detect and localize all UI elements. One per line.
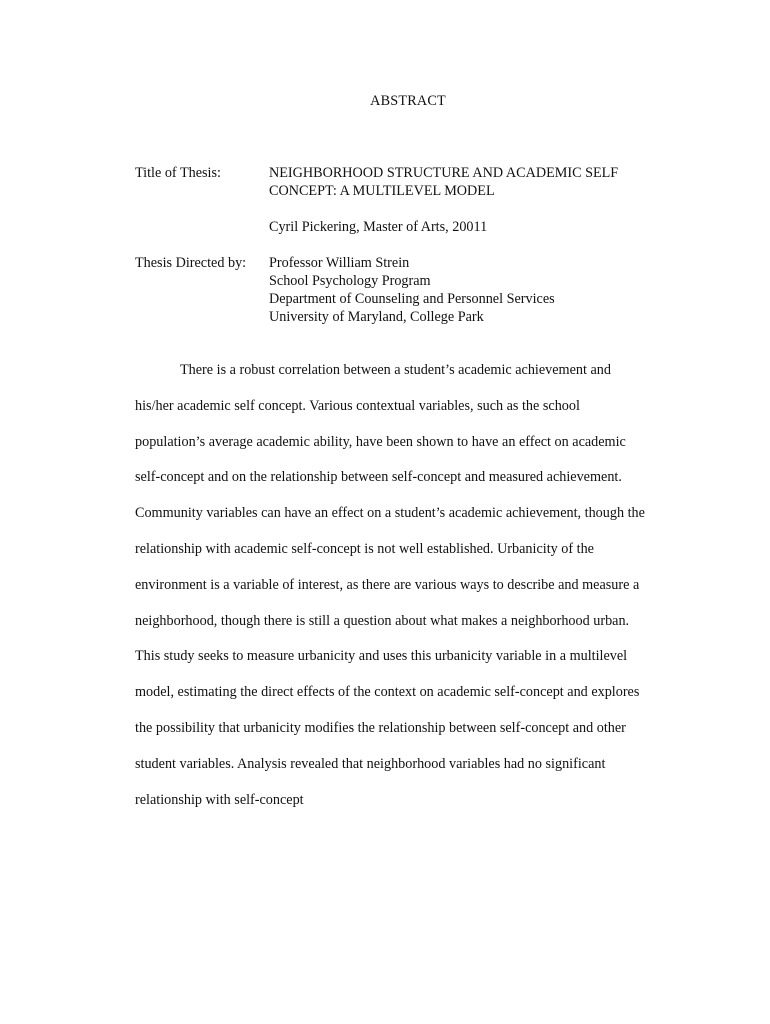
abstract-line: the possibility that urbanicity modifies the relationship between self-concept and other — [135, 719, 626, 736]
abstract-body — [135, 358, 695, 823]
abstract-line: There is a robust correlation between a student’s academic achievement and — [180, 362, 611, 378]
thesis-title-row — [135, 164, 689, 200]
abstract-line: relationship with academic self-concept is not well established. Urbanicity of the — [135, 540, 594, 557]
abstract-line: student variables. Analysis revealed that neighborhood variables had no significant — [135, 755, 606, 772]
thesis-title-label: Title of Thesis: — [135, 165, 221, 181]
director-line: Department of Counseling and Personnel Services — [269, 291, 555, 307]
abstract-heading: ABSTRACT — [370, 93, 446, 109]
abstract-line: environment is a variable of interest, as there are various ways to describe and measure a — [135, 576, 640, 593]
abstract-line: neighborhood, though there is still a question about what makes a neighborhood urban. — [135, 612, 630, 629]
director-line: Professor William Strein — [269, 255, 410, 271]
author-label-spacer — [135, 218, 269, 236]
thesis-title-value — [269, 164, 689, 200]
abstract-line: self-concept and on the relationship between self-concept and measured achievement. — [135, 469, 622, 486]
thesis-title-line: CONCEPT: A MULTILEVEL MODEL — [269, 183, 495, 199]
abstract-line: relationship with self-concept — [135, 791, 304, 808]
thesis-title-line: NEIGHBORHOOD STRUCTURE AND ACADEMIC SELF — [269, 165, 619, 181]
abstract-line: his/her academic self concept. Various contextual variables, such as the school — [135, 397, 580, 414]
abstract-line: Community variables can have an effect on a student’s academic achievement, though the — [135, 505, 645, 522]
abstract-line: model, estimating the direct effects of the context on academic self-concept and explores — [135, 684, 640, 701]
director-line: University of Maryland, College Park — [269, 309, 484, 325]
director-row — [135, 254, 689, 326]
abstract-line: This study seeks to measure urbanicity and uses this urbanicity variable in a multilevel — [135, 648, 628, 665]
abstract-line: population’s average academic ability, have been shown to have an effect on academic — [135, 433, 626, 450]
director-details — [269, 254, 689, 326]
author-line: Cyril Pickering, Master of Arts, 20011 — [269, 219, 488, 235]
director-label: Thesis Directed by: — [135, 255, 247, 271]
director-line: School Psychology Program — [269, 273, 431, 289]
author-row — [135, 218, 689, 236]
